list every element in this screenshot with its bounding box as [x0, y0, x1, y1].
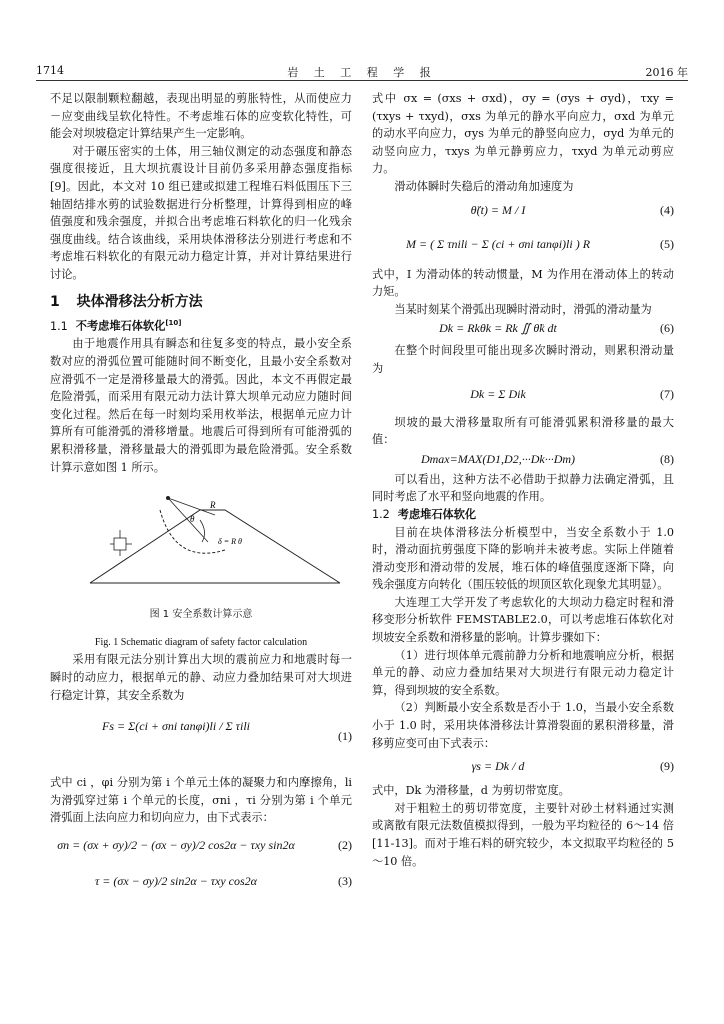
- equation-7: [372, 378, 674, 414]
- equation-body: θ̈(t) = M / I: [470, 202, 526, 217]
- paragraph: 式中 ci ，φi 分别为第 i 个单元土体的凝聚力和内摩擦角，li 为滑弧穿过第 i 个单元的长度，σni ，τi 分别为第 i 个单元滑弧面上法向应力和切向应力，由下式表示：: [50, 776, 352, 825]
- paragraph: 可以看出，这种方法不必借助于拟静力法确定滑弧，且同时考虑了水平和竖向地震的作用。: [372, 472, 674, 504]
- figure-caption-en: Fig. 1 Schematic diagram of safety factor calculation: [94, 636, 308, 648]
- equation-number: (7): [660, 386, 674, 401]
- subsection-title: 不考虑堆石体软化: [75, 319, 166, 333]
- equation-body: σn = (σx + σy)/2 − (σx − σy)/2 cos2α − τxy sin2α: [57, 837, 295, 852]
- angle-arc: [200, 520, 205, 542]
- paragraph: 由于地震作用具有瞬态和往复多变的特点，最小安全系数对应的滑弧位置可能随时间不断变化，且最小安全系数对应滑弧不一定是滑移量最大的滑弧。因此，本文不再假定最危险滑弧，而采用有限元动力法计算大坝单元动应力随时间变化过程。然后在每一时刻均采用枚举法，根据单元应力计算所有可能滑弧的滑移增量。地震后可得到所有可能滑弧的累积滑移量，滑移量最大的滑弧即为最危险滑弧。安全系数计算示意如图 1 所示。: [50, 337, 352, 474]
- equation-number: (3): [338, 873, 352, 888]
- paragraph: 式中，I 为滑动体的转动惯量，M 为作用在滑动体上的转动力矩。: [372, 267, 674, 299]
- citation: [10]: [165, 319, 182, 328]
- figure-1: [50, 480, 352, 600]
- subsection-heading: [372, 506, 674, 524]
- subsection-title: 考虑堆石体软化: [397, 507, 477, 521]
- section-number: 1: [50, 293, 60, 310]
- equation-body: γs = Dk / d: [471, 759, 525, 774]
- radius-line: [168, 498, 215, 515]
- label-R: R: [210, 500, 216, 511]
- dam-outline: [90, 510, 340, 583]
- subsection-heading: [50, 315, 352, 335]
- paragraph: 不足以限制颗粒翻越，表现出明显的剪胀特性，从而使应力－应变曲线呈软化特性。不考虑堆石体的应变软化特性，可能会对坝坡稳定计算结果产生一定影响。: [50, 92, 352, 141]
- journal-title: 岩 土 工 程 学 报: [287, 66, 437, 79]
- page-number: 1714: [36, 64, 64, 77]
- paragraph: 对于碾压密实的土体，用三轴仪测定的动态强度和静态强度很接近，且大坝抗震设计目前仍多采用静态强度指标[9]。因此，本文对 10 组已建或拟建工程堆石料低围压下三轴固结排水剪的试验数据进行分析整理，计算得到相应的峰值强度和残余强度，并拟合出考虑堆石料软化的归一化残余强度曲线。结合该曲线，采用块体滑移法分别进行考虑和不考虑堆石料软化的有限元动力稳定计算，并对计算结果进行讨论。: [50, 144, 352, 281]
- paragraph: 坝坡的最大滑移量取所有可能滑弧累积滑移量的最大值：: [372, 415, 674, 447]
- rotation-center: [166, 496, 170, 500]
- right-column: [372, 90, 674, 870]
- label-theta: θ: [190, 514, 195, 525]
- radius-line: [168, 498, 208, 542]
- subsection-number: 1.2: [372, 507, 390, 521]
- equation-number: (8): [660, 451, 674, 466]
- equation-body: M = ( Σ τnili − Σ (ci + σni tanφi)li ) R: [405, 236, 591, 251]
- equation-body: Fs = Σ(ci + σni tanφi)li / Σ τili: [102, 719, 250, 734]
- equation-2: [50, 827, 352, 863]
- figure-caption-cn: 图 1 安全系数计算示意: [149, 609, 253, 621]
- subsection-number: 1.1: [50, 319, 68, 333]
- equation-body: Dk = Rkθk = Rk ∬ θ̈k dt: [439, 321, 557, 336]
- paragraph: 式中，Dk 为滑移量，d 为剪切带宽度。: [372, 784, 570, 798]
- paragraph: 采用有限元法分别计算出大坝的震前应力和地震时每一瞬时的动应力，根据单元的静、动应力叠加结果可对大坝进行稳定计算，其安全系数为: [50, 653, 352, 702]
- equation-6: [372, 318, 674, 342]
- equation-number: (6): [660, 321, 674, 336]
- equation-5: [372, 226, 674, 266]
- paragraph: （2）判断最小安全系数是否小于 1.0，当最小安全系数小于 1.0 时，采用块体滑移法计算滑裂面的累积滑移量，滑移剪应变可由下式表示：: [372, 701, 674, 750]
- paragraph: 滑动体瞬时失稳后的滑动角加速度为: [394, 179, 574, 193]
- paragraph: 大连理工大学开发了考虑软化的大坝动力稳定时程和滑移变形分析软件 FEMSTABLE2.0，可以考虑堆石体软化对坝坡安全系数和滑移量的影响。计算步骤如下：: [372, 595, 674, 645]
- paragraph: 式中 σx = (σxs + σxd)，σy = (σys + σyd)，τxy = (τxys + τxyd)，σxs 为单元的静水平向应力，σxd 为单元的动水平向应力，σys 为单元的静竖向应力，σyd 为单元的动竖向应力，τxys 为单元静剪应力，τxyd 为单元动剪应力。: [372, 92, 674, 176]
- equation-body: Dmax=MAX(D1,D2,···Dk···Dm): [420, 451, 576, 466]
- equation-number: (5): [660, 236, 674, 251]
- paragraph: 对于粗粒土的剪切带宽度，主要针对砂土材料通过实测或离散有限元法数值模拟得到，一般为平均粒径的 6～14 倍[11-13]。而对于堆石料的研究较少，本文拟取平均粒径的 5～10 倍。: [372, 801, 674, 868]
- equation-3: [50, 863, 352, 899]
- section-title: 块体滑移法分析方法: [76, 293, 203, 310]
- publication-year: 2016 年: [645, 66, 688, 79]
- paragraph: 在整个时间段里可能出现多次瞬时滑动，则累积滑动量为: [372, 344, 674, 375]
- equation-number: (9): [660, 759, 674, 774]
- paragraph: 目前在块体滑移法分析模型中，当安全系数小于 1.0 时，滑动面抗剪强度下降的影响并未被考虑。实际上伴随着滑动变形和滑动带的发展，堆石体的峰值强度逐渐下降，向残余强度方向转化（围压较低的坝顶区软化现象尤其明显）。: [372, 525, 674, 592]
- label-displacement: δ = R θ: [218, 537, 242, 547]
- equation-number: (2): [338, 837, 352, 852]
- paragraph: 当某时刻某个滑弧出现瞬时滑动时，滑弧的滑动量为: [394, 302, 652, 316]
- equation-8: [372, 449, 674, 471]
- equation-9: [372, 752, 674, 782]
- equation-body: Dk = Σ Dik: [470, 386, 526, 401]
- paragraph: （1）进行坝体单元震前静力分析和地震响应分析，根据单元的静、动应力叠加结果对大坝进行有限元动力稳定计算，得到坝坡的安全系数。: [372, 648, 674, 697]
- section-heading: [50, 294, 352, 312]
- equation-body: τ = (σx − σy)/2 sin2α − τxy cos2α: [95, 873, 257, 888]
- equation-number: (1): [338, 729, 352, 744]
- left-column: [50, 90, 352, 899]
- equation-number: (4): [660, 202, 674, 217]
- element-block: [114, 538, 126, 550]
- safety-factor-diagram: [50, 480, 352, 600]
- page-header: [36, 62, 688, 81]
- equation-4: [372, 196, 674, 226]
- equation-1: [50, 704, 352, 774]
